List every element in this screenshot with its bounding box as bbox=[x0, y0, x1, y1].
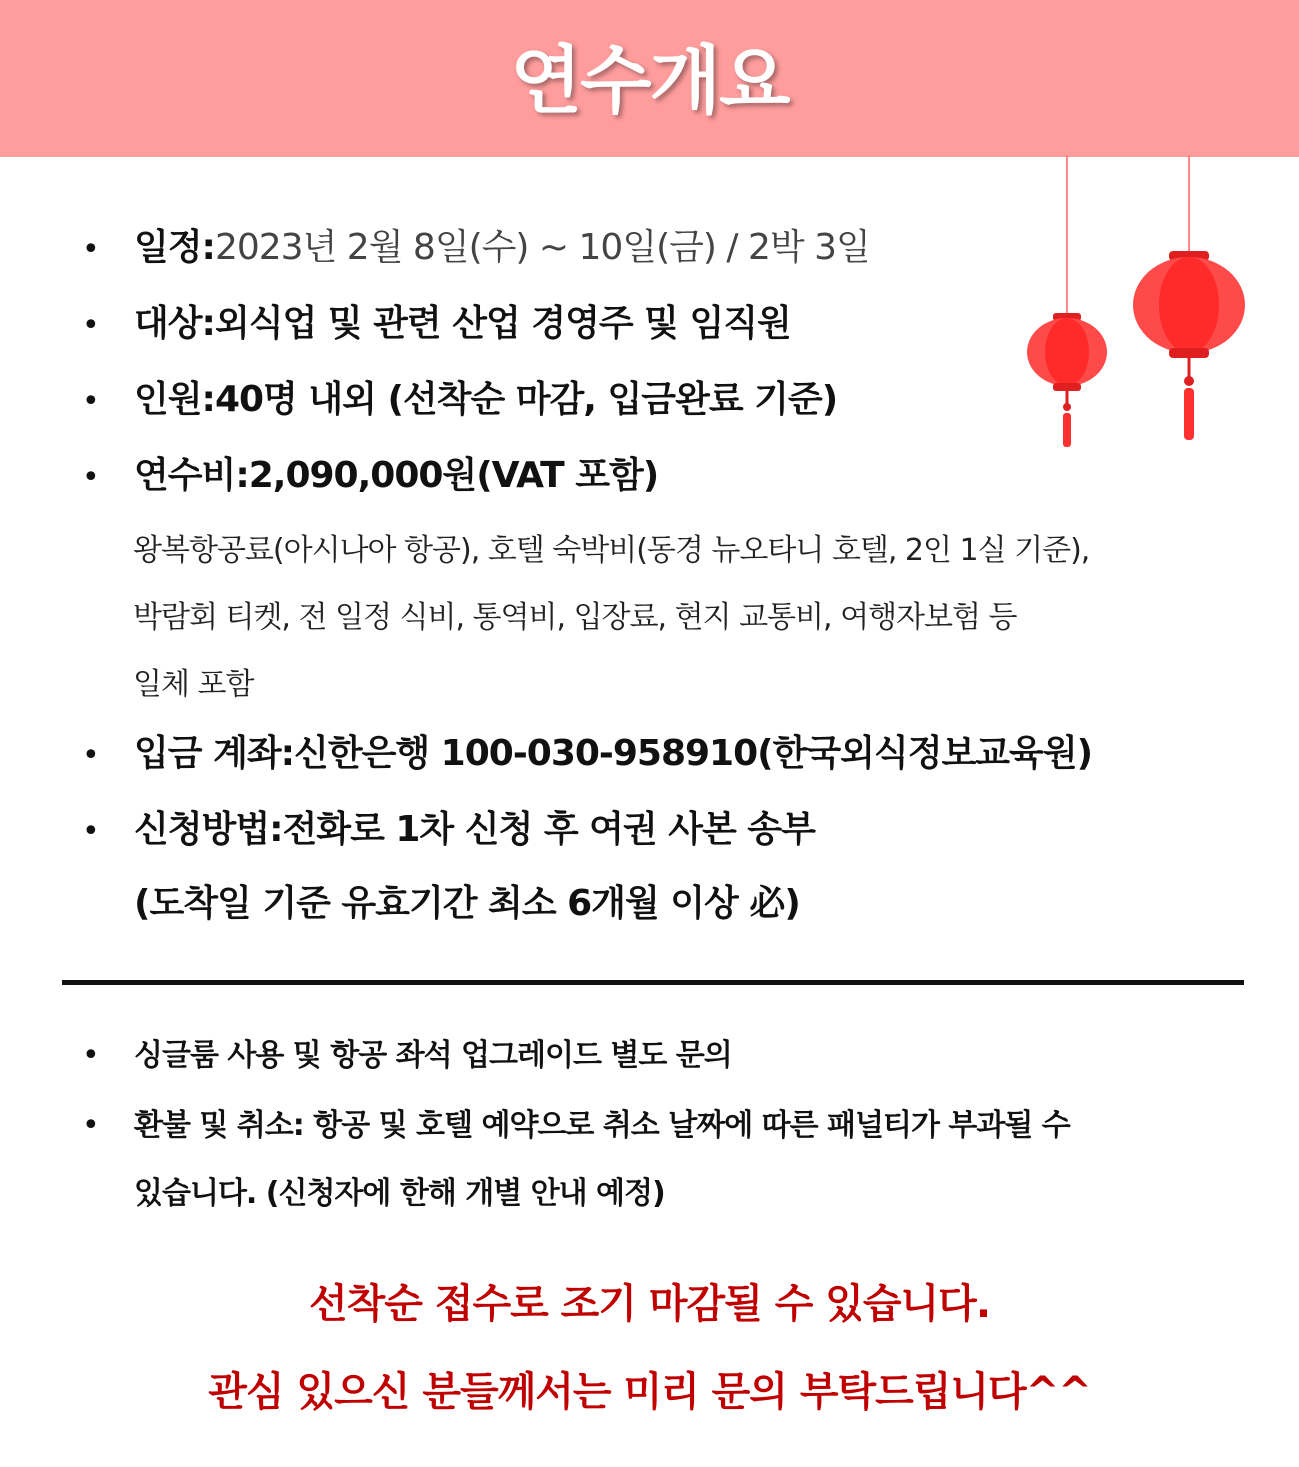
schedule-value: 2023년 2월 8일(수) ~ 10일(금) / 2박 3일 bbox=[214, 227, 870, 268]
section-divider bbox=[62, 980, 1244, 985]
list-item-target bbox=[82, 295, 791, 346]
note-single-room: 싱글룸 사용 및 항공 좌석 업그레이드 별도 문의 bbox=[134, 1038, 732, 1073]
apply-label: 신청방법: bbox=[134, 809, 283, 850]
fee-label: 연수비: bbox=[134, 455, 249, 496]
fee-value: 2,090,000원(VAT 포함) bbox=[248, 455, 659, 496]
header-banner bbox=[0, 0, 1299, 157]
notice-line-1: 선착순 접수로 조기 마감될 수 있습니다. bbox=[308, 1281, 991, 1327]
bullet: • bbox=[82, 460, 99, 495]
fee-detail-line-2: 박람회 티켓, 전 일정 식비, 통역비, 입장료, 현지 교통비, 여행자보험 등 bbox=[133, 600, 1017, 635]
target-label: 대상: bbox=[134, 303, 215, 344]
bullet: • bbox=[82, 232, 99, 267]
bullet: • bbox=[82, 738, 99, 773]
fee-detail-line-3: 일체 포함 bbox=[133, 667, 254, 702]
apply-value: 전화로 1차 신청 후 여권 사본 송부 bbox=[282, 809, 815, 850]
list-item-note-refund bbox=[82, 1100, 1070, 1144]
list-item-account bbox=[82, 725, 1092, 776]
target-value: 외식업 및 관련 산업 경영주 및 임직원 bbox=[214, 303, 791, 344]
account-value: 신한은행 100-030-958910(한국외식정보교육원) bbox=[294, 733, 1093, 774]
bullet: • bbox=[82, 1108, 99, 1143]
list-item-apply bbox=[82, 801, 815, 852]
list-item-schedule bbox=[82, 219, 870, 270]
apply-note: (도착일 기준 유효기간 최소 6개월 이상 必) bbox=[134, 883, 800, 924]
bullet: • bbox=[82, 814, 99, 849]
lantern-icon bbox=[1020, 155, 1260, 455]
headcount-label: 인원: bbox=[134, 379, 215, 420]
list-item-note-single-room bbox=[82, 1030, 732, 1074]
notice-line-2: 관심 있으신 분들께서는 미리 문의 부탁드립니다^^ bbox=[208, 1369, 1091, 1415]
note-refund: 환불 및 취소: 항공 및 호텔 예약으로 취소 날짜에 따른 패널티가 부과될 수 bbox=[134, 1108, 1070, 1143]
fee-detail-line-1: 왕복항공료(아시나아 항공), 호텔 숙박비(동경 뉴오타니 호텔, 2인 1실 기준), bbox=[133, 533, 1090, 568]
note-refund-continued: 있습니다. (신청자에 한해 개별 안내 예정) bbox=[134, 1176, 665, 1211]
bullet: • bbox=[82, 1038, 99, 1073]
headcount-value: 40명 내외 (선착순 마감, 입금완료 기준) bbox=[214, 379, 838, 420]
account-label: 입금 계좌: bbox=[134, 733, 295, 774]
page-title: 연수개요 bbox=[510, 37, 789, 124]
list-item-headcount bbox=[82, 371, 837, 422]
list-item-fee bbox=[82, 447, 658, 498]
bullet: • bbox=[82, 384, 99, 419]
bullet: • bbox=[82, 308, 99, 343]
schedule-label: 일정: bbox=[134, 227, 215, 268]
